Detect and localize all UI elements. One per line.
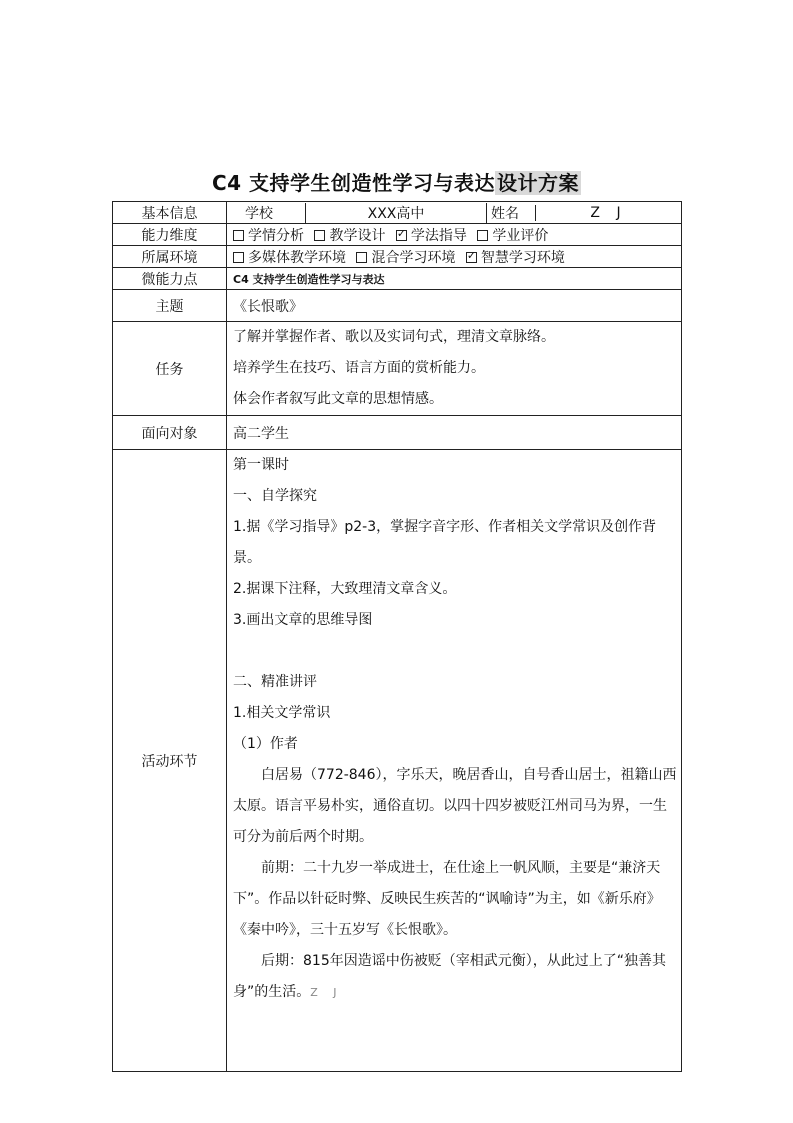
- ability-options: [227, 224, 682, 246]
- micro-point-value: C4 支持学生创造性学习与表达: [227, 268, 682, 290]
- checkbox-checked-icon[interactable]: [466, 252, 477, 263]
- ability-option[interactable]: ✓ 学法指导: [396, 228, 467, 244]
- environment-option[interactable]: 混合学习环境: [356, 250, 455, 266]
- task-line: 培养学生在技巧、语言方面的赏析能力。: [233, 360, 485, 376]
- activity-paragraph: 前期：二十九岁一举成进士，在仕途上一帆风顺，主要是“兼济天下”。作品以针砭时弊、反映民生疾苦的“讽喻诗”为主，如《新乐府》《秦中吟》，三十五岁写《长恨歌》。: [233, 860, 661, 938]
- school-value: XXX高中: [305, 203, 486, 223]
- task-line: 了解并掌握作者、歌以及实词句式，理清文章脉络。: [233, 329, 555, 345]
- title-highlight: 设计方案: [497, 171, 580, 195]
- label-environment: 所属环境: [113, 246, 227, 268]
- environment-options: [227, 246, 682, 268]
- author-initials: Z J: [310, 986, 343, 999]
- label-ability: 能力维度: [113, 224, 227, 246]
- basic-info-cell: [227, 202, 682, 224]
- checkbox-checked-icon[interactable]: [396, 230, 407, 241]
- ability-option[interactable]: 教学设计: [314, 228, 385, 244]
- label-activity: 活动环节: [113, 450, 227, 1072]
- checkbox-icon[interactable]: [356, 252, 367, 263]
- ability-option[interactable]: 学情分析: [233, 228, 304, 244]
- topic-value: 《长恨歌》: [227, 290, 682, 322]
- checkbox-icon[interactable]: [314, 230, 325, 241]
- activity-line: 1.相关文学常识: [233, 705, 331, 721]
- label-micro-point: 微能力点: [113, 268, 227, 290]
- row-ability: [113, 224, 682, 246]
- school-label: 学校: [245, 205, 273, 222]
- checkbox-icon[interactable]: [233, 230, 244, 241]
- label-topic: 主题: [113, 290, 227, 322]
- design-plan-table: [112, 201, 682, 1072]
- activity-line: 第一课时: [233, 457, 289, 473]
- name-value: Z J: [535, 205, 681, 221]
- label-basic-info: 基本信息: [113, 202, 227, 224]
- activity-paragraph: 后期：815年因造谣中伤被贬（宰相武元衡），从此过上了“独善其身”的生活。Z J: [233, 953, 666, 1000]
- activity-content: [227, 450, 682, 1072]
- row-environment: [113, 246, 682, 268]
- row-micro-point: [113, 268, 682, 290]
- name-label: 姓名: [486, 203, 535, 223]
- audience-value: 高二学生: [227, 416, 682, 450]
- row-activity: [113, 450, 682, 1072]
- checkbox-icon[interactable]: [233, 252, 244, 263]
- label-audience: 面向对象: [113, 416, 227, 450]
- environment-option[interactable]: 多媒体教学环境: [233, 250, 346, 266]
- row-basic-info: [113, 202, 682, 224]
- activity-line: 二、精准讲评: [233, 674, 317, 690]
- checkbox-icon[interactable]: [477, 230, 488, 241]
- row-topic: [113, 290, 682, 322]
- environment-option[interactable]: ✓ 智慧学习环境: [466, 250, 565, 266]
- task-content: [227, 322, 682, 416]
- activity-line: 一、自学探究: [233, 488, 317, 504]
- activity-line: 1.据《学习指导》p2-3，掌握字音字形、作者相关文学常识及创作背景。: [233, 519, 657, 566]
- task-line: 体会作者叙写此文章的思想情感。: [233, 391, 443, 407]
- ability-option[interactable]: 学业评价: [477, 228, 548, 244]
- activity-paragraph: 白居易（772-846），字乐天，晚居香山，自号香山居士，祖籍山西太原。语言平易朴实，通俗直切。以四十四岁被贬江州司马为界，一生可分为前后两个时期。: [233, 767, 677, 845]
- label-task: 任务: [113, 322, 227, 416]
- activity-line: （1）作者: [233, 736, 298, 752]
- document-title: [0, 168, 793, 198]
- activity-line: 3.画出文章的思维导图: [233, 612, 373, 628]
- title-main: C4 支持学生创造性学习与表达: [211, 171, 496, 195]
- activity-blank-line: [233, 636, 677, 667]
- row-audience: [113, 416, 682, 450]
- activity-line: 2.据课下注释，大致理清文章含义。: [233, 581, 457, 597]
- row-task: [113, 322, 682, 416]
